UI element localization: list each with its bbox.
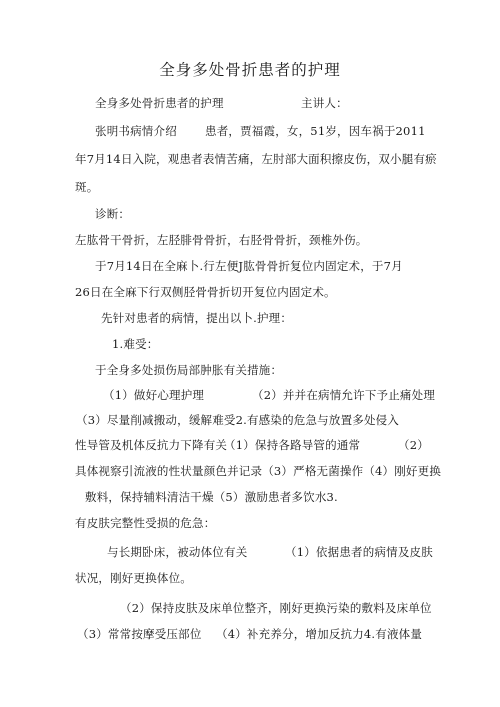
section-heading: 诊断： <box>95 207 131 221</box>
paragraph-line: 与长期卧床，被动体位有关 <box>107 545 248 559</box>
list-item: （1）保持各路导管的通常 <box>224 438 361 452</box>
list-item: （2）保持皮肤及床单位整齐，刚好更换污染的敷料及床单位 <box>120 601 432 615</box>
paragraph-line: 左肱骨干骨折，左胫腓骨骨折，右胫骨骨折，颈椎外伤。 <box>75 233 368 247</box>
list-item: （1）依据患者的病情及皮肤 <box>285 545 433 559</box>
paragraph-line: 于全身多处损伤局部肿胀有关措施： <box>95 363 283 377</box>
paragraph-line: 先针对患者的病情，提出以卜.护理： <box>101 311 293 325</box>
paragraph-line: 具体视察引流液的性状量颜色并记录（3）严格无菌操作（4）刚好更换 <box>75 464 442 478</box>
list-heading: 1.难受： <box>112 337 159 351</box>
section-heading: 有皮肤完整性受损的危急： <box>75 516 216 530</box>
list-item: （4）补充养分，增加反抗力4.有液体量 <box>216 627 423 641</box>
paragraph-line: 状况，刚好更换体位。 <box>75 571 192 585</box>
paragraph-line: 斑。 <box>75 180 99 194</box>
paragraph-line: 26日在全麻下行双侧胫骨骨折切开复位内固定术。 <box>75 285 336 299</box>
list-item: （1）做好心理护理 <box>103 388 205 402</box>
section-heading: 张明书病情介绍 <box>95 124 177 138</box>
list-item: （2） <box>398 438 429 452</box>
speaker-label: 主讲人： <box>301 96 348 110</box>
paragraph-line: 于7月14日在全麻卜.行左便J肱骨骨折复位内固定术，于7月 <box>95 259 403 273</box>
list-item: （3）常常按摩受压部位 <box>77 627 202 641</box>
list-item: （2）并并在病情允许下予止痛处理 <box>252 388 436 402</box>
paragraph-line: 性导管及机体反抗力下降有关 <box>75 438 228 452</box>
list-item: （3）尽量削减搬动，缓解难受2.有感染的危急与放置多处侵入 <box>76 413 400 427</box>
paragraph-line: 年7月14日入院，观患者表情苦痛，左肘部大面积擦皮伤，双小腿有瘀 <box>75 152 437 166</box>
subtitle-text: 全身多处骨折患者的护理 <box>95 96 224 110</box>
document-title: 全身多处骨折患者的护理 <box>159 61 341 79</box>
paragraph-line: 敷料，保持辅料清洁干燥（5）激励患者多饮水3. <box>85 490 338 504</box>
paragraph-line: 患者，贾福霞，女，51岁，因车祸于2011 <box>205 124 426 138</box>
